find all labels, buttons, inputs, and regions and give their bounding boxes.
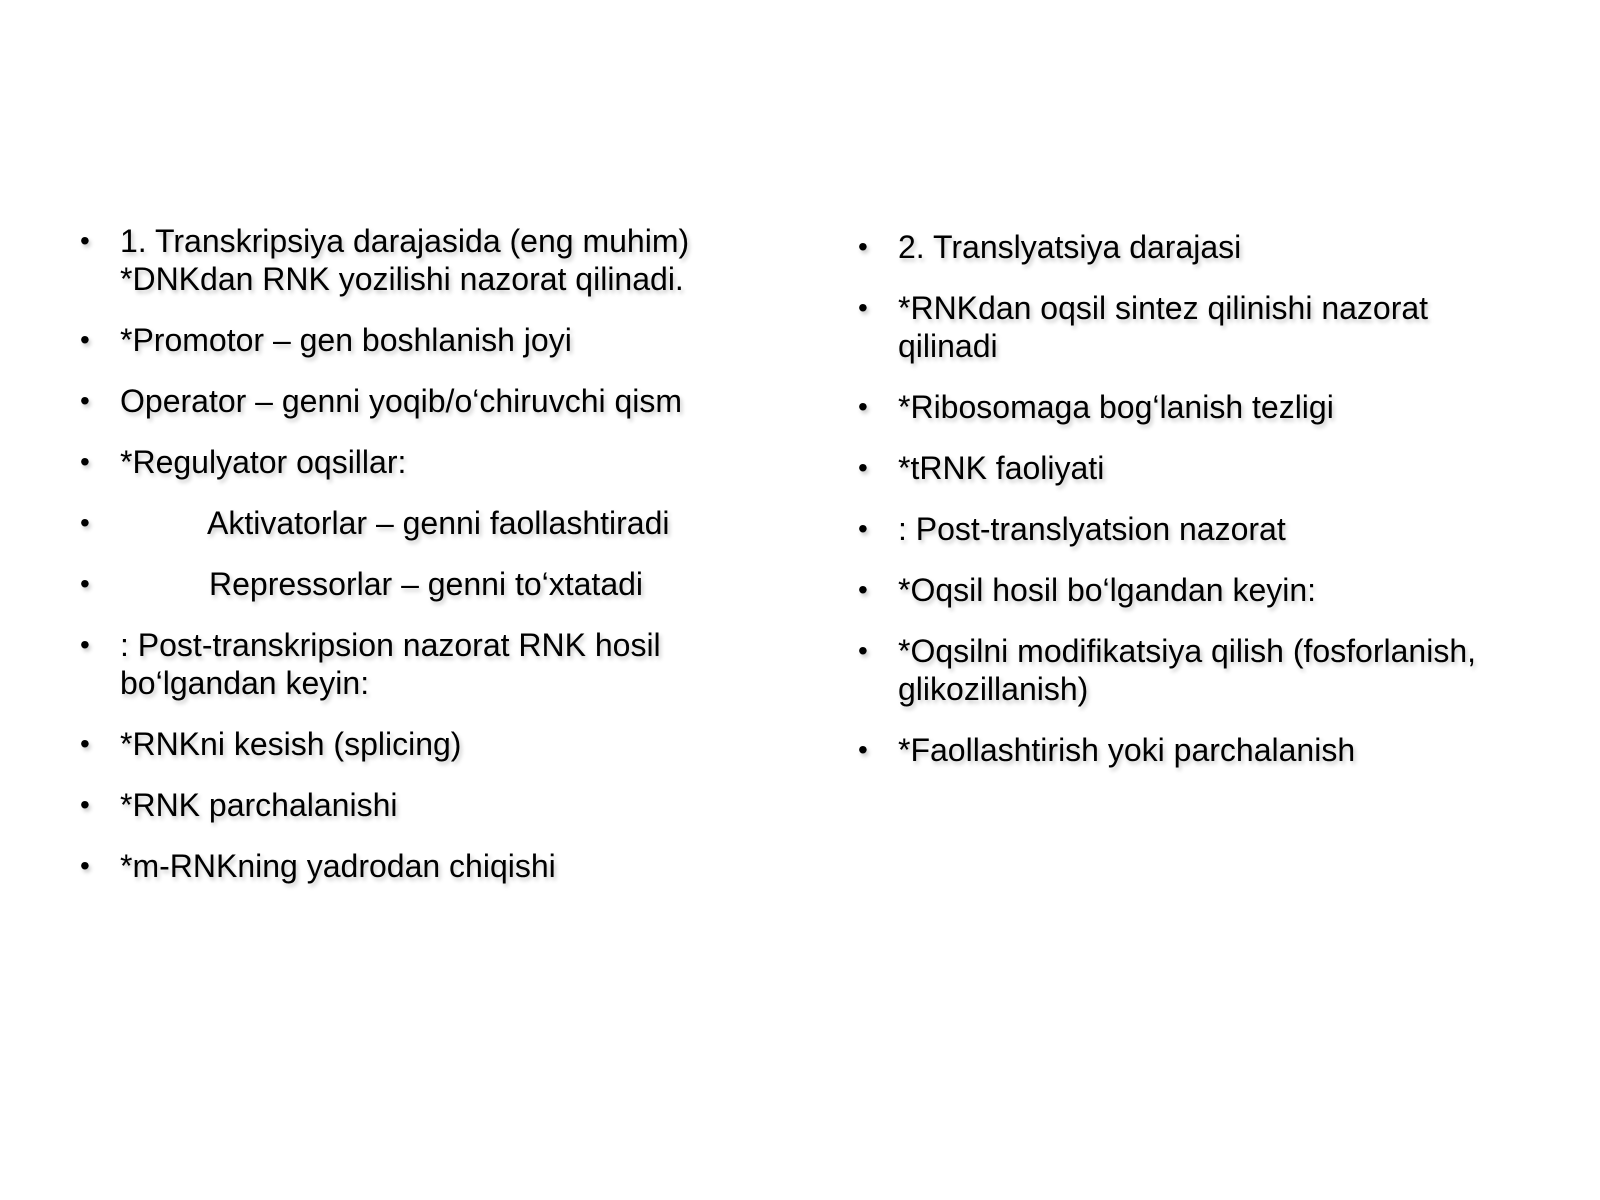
list-item: • : Post-translyatsion nazorat xyxy=(858,510,1518,548)
list-item: • : Post-transkripsion nazorat RNK hosil bo‘lgandan keyin: xyxy=(80,626,740,702)
list-item: • 1. Transkripsiya darajasida (eng muhim) *DNKdan RNK yozilishi nazorat qilinadi. xyxy=(80,222,740,298)
list-item: • *tRNK faoliyati xyxy=(858,449,1518,487)
list-item: • *Faollashtirish yoki parchalanish xyxy=(858,731,1518,769)
list-item: • Repressorlar – genni to‘xtatadi xyxy=(80,565,740,603)
list-item: • Operator – genni yoqib/o‘chiruvchi qism xyxy=(80,382,740,420)
list-item: • *Promotor – gen boshlanish joyi xyxy=(80,321,740,359)
list-item: • *Oqsil hosil bo‘lgandan keyin: xyxy=(858,571,1518,609)
list-item: • *Ribosomaga bog‘lanish tezligi xyxy=(858,388,1518,426)
list-item: • *m-RNKning yadrodan chiqishi xyxy=(80,847,740,885)
left-bullet-list xyxy=(80,222,740,908)
list-item: • *RNKdan oqsil sintez qilinishi nazorat qilinadi xyxy=(858,289,1518,365)
list-item: • *RNKni kesish (splicing) xyxy=(80,725,740,763)
list-item: • Aktivatorlar – genni faollashtiradi xyxy=(80,504,740,542)
list-item: • 2. Translyatsiya darajasi xyxy=(858,228,1518,266)
right-bullet-list xyxy=(858,228,1518,792)
list-item: • *Regulyator oqsillar: xyxy=(80,443,740,481)
list-item: • *RNK parchalanishi xyxy=(80,786,740,824)
list-item: • *Oqsilni modifikatsiya qilish (fosforlanish, glikozillanish) xyxy=(858,632,1518,708)
